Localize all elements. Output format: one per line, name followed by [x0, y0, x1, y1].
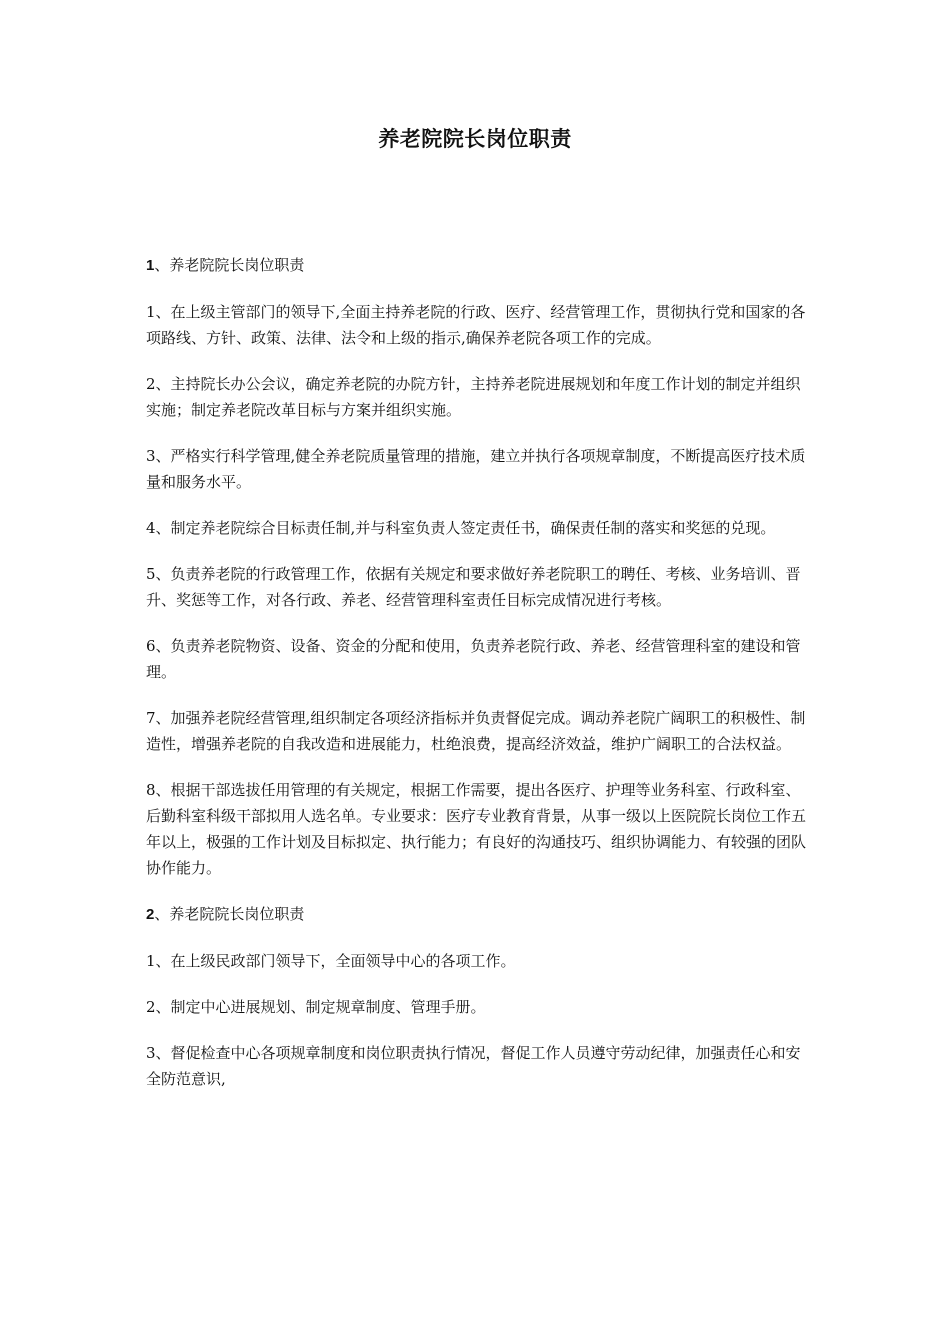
paragraph: 3、严格实行科学管理,健全养老院质量管理的措施，建立并执行各项规章制度，不断提高医疗技术质量和服务水平。: [146, 447, 806, 491]
paragraph: 2、主持院长办公会议，确定养老院的办院方针，主持养老院进展规划和年度工作计划的制定并组织实施；制定养老院改革目标与方案并组织实施。: [146, 375, 801, 419]
section-heading: [146, 901, 814, 928]
document-body: [146, 252, 814, 1112]
paragraph: 6、负责养老院物资、设备、资金的分配和使用，负责养老院行政、养老、经营管理科室的建设和管理。: [146, 637, 801, 681]
section-heading-separator: 、: [154, 905, 170, 923]
section-heading-text: 养老院院长岗位职责: [169, 256, 305, 274]
paragraph: 8、根据干部选拔任用管理的有关规定，根据工作需要，提出各医疗、护理等业务科室、行政科室、后勤科室科级干部拟用人选名单。专业要求：医疗专业教育背景，从事一级以上医院院长岗位工作五年以上，极强的工作计划及目标拟定、执行能力；有良好的沟通技巧、组织协调能力、有较强的团队协作能力。: [146, 781, 807, 877]
paragraph: 7、加强养老院经营管理,组织制定各项经济指标并负责督促完成。调动养老院广阔职工的积极性、制造性，增强养老院的自我改造和进展能力，杜绝浪费，提高经济效益，维护广阔职工的合法权益。: [146, 709, 806, 753]
section-number: 2: [146, 906, 155, 923]
section-number: 1: [146, 257, 155, 274]
paragraph: 4、制定养老院综合目标责任制,并与科室负责人签定责任书，确保责任制的落实和奖惩的兑现。: [146, 519, 776, 537]
paragraph: 1、在上级主管部门的领导下,全面主持养老院的行政、医疗、经营管理工作，贯彻执行党和国家的各项路线、方针、政策、法律、法令和上级的指示,确保养老院各项工作的完成。: [146, 303, 806, 347]
paragraph: 5、负责养老院的行政管理工作，依据有关规定和要求做好养老院职工的聘任、考核、业务培训、晋升、奖惩等工作，对各行政、养老、经营管理科室责任目标完成情况进行考核。: [146, 565, 801, 609]
section-heading-separator: 、: [154, 256, 170, 274]
paragraph: 3、督促检查中心各项规章制度和岗位职责执行情况，督促工作人员遵守劳动纪律，加强责任心和安全防范意识,: [146, 1044, 801, 1088]
paragraph: 1、在上级民政部门领导下，全面领导中心的各项工作。: [146, 952, 516, 970]
paragraph: 2、制定中心进展规划、制定规章制度、管理手册。: [146, 998, 486, 1016]
document-title: 养老院院长岗位职责: [378, 126, 572, 151]
section-heading: [146, 252, 814, 279]
section-heading-text: 养老院院长岗位职责: [169, 905, 305, 923]
